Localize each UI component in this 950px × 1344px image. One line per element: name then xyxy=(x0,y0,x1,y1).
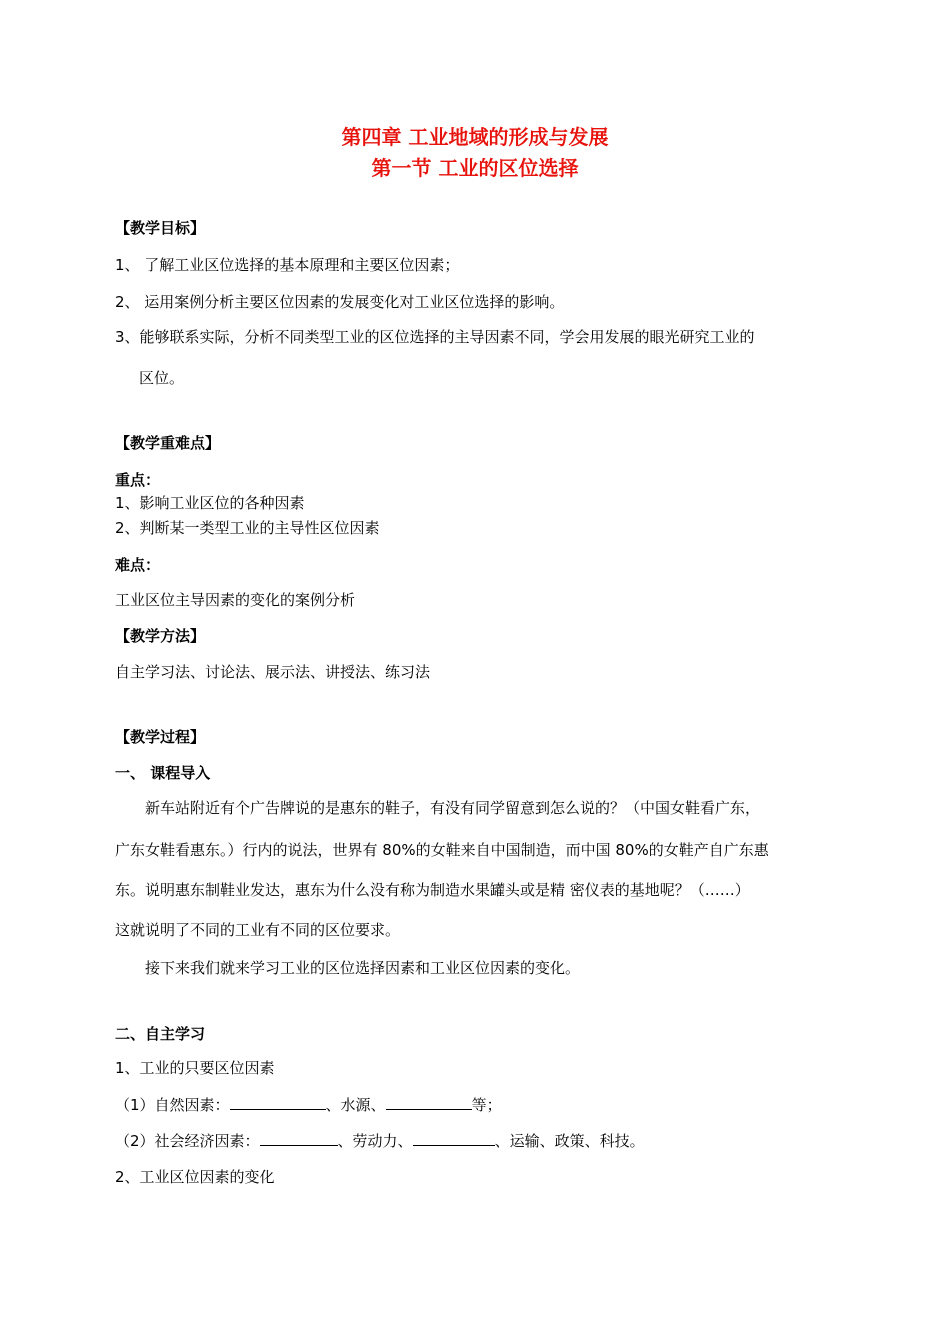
objective-item: 3、能够联系实际，分析不同类型工业的区位选择的主导因素不同，学会用发展的眼光研究工业的 xyxy=(115,328,755,346)
key-points-heading: 【教学重难点】 xyxy=(115,434,221,452)
fill-in-blank[interactable] xyxy=(413,1131,495,1146)
question-1b-end: 、运输、政策、科技。 xyxy=(494,1132,645,1150)
objective-item: 2、 运用案例分析主要区位因素的发展变化对工业区位选择的影响。 xyxy=(115,293,565,311)
chapter-title: 第四章 工业地域的形成与发展 xyxy=(341,125,609,149)
fill-in-blank[interactable] xyxy=(386,1095,472,1110)
question-1a-end: 等； xyxy=(471,1096,502,1114)
key-label: 重点： xyxy=(115,471,161,489)
question-1a xyxy=(115,1095,502,1115)
question-2: 2、工业区位因素的变化 xyxy=(115,1168,275,1186)
intro-heading: 一、 课程导入 xyxy=(115,764,211,782)
difficult-label: 难点： xyxy=(115,556,161,574)
question-1: 1、工业的只要区位因素 xyxy=(115,1059,275,1077)
section-title: 第一节 工业的区位选择 xyxy=(371,156,579,180)
intro-paragraph-line: 广东女鞋看惠东。）行内的说法，世界有 80%的女鞋来自中国制造，而中国 80%的女鞋产自广东惠 xyxy=(115,841,769,859)
key-item: 1、影响工业区位的各种因素 xyxy=(115,494,305,512)
question-1b xyxy=(115,1131,645,1151)
objective-item: 1、 了解工业区位选择的基本原理和主要区位因素； xyxy=(115,256,460,274)
question-1b-label: （2）社会经济因素： xyxy=(115,1132,260,1150)
intro-next-line: 接下来我们就来学习工业的区位选择因素和工业区位因素的变化。 xyxy=(145,959,581,977)
intro-paragraph-line: 这就说明了不同的工业有不同的区位要求。 xyxy=(115,921,401,939)
objective-item-continued: 区位。 xyxy=(139,369,185,387)
question-1b-separator: 、劳动力、 xyxy=(337,1132,413,1150)
self-study-heading: 二、自主学习 xyxy=(115,1025,206,1043)
methods-heading: 【教学方法】 xyxy=(115,627,206,645)
intro-paragraph-line: 东。说明惠东制鞋业发达，惠东为什么没有称为制造水果罐头或是精 密仪表的基地呢？（……） xyxy=(115,881,750,899)
methods-text: 自主学习法、讨论法、展示法、讲授法、练习法 xyxy=(115,663,431,681)
question-1a-label: （1）自然因素： xyxy=(115,1096,230,1114)
fill-in-blank[interactable] xyxy=(260,1131,338,1146)
key-item: 2、判断某一类型工业的主导性区位因素 xyxy=(115,519,380,537)
question-1a-separator: 、水源、 xyxy=(325,1096,386,1114)
process-heading: 【教学过程】 xyxy=(115,728,206,746)
objectives-heading: 【教学目标】 xyxy=(115,219,206,237)
difficult-text: 工业区位主导因素的变化的案例分析 xyxy=(115,591,356,609)
fill-in-blank[interactable] xyxy=(230,1095,326,1110)
intro-paragraph-line: 新车站附近有个广告牌说的是惠东的鞋子，有没有同学留意到怎么说的？（中国女鞋看广东， xyxy=(145,799,761,817)
